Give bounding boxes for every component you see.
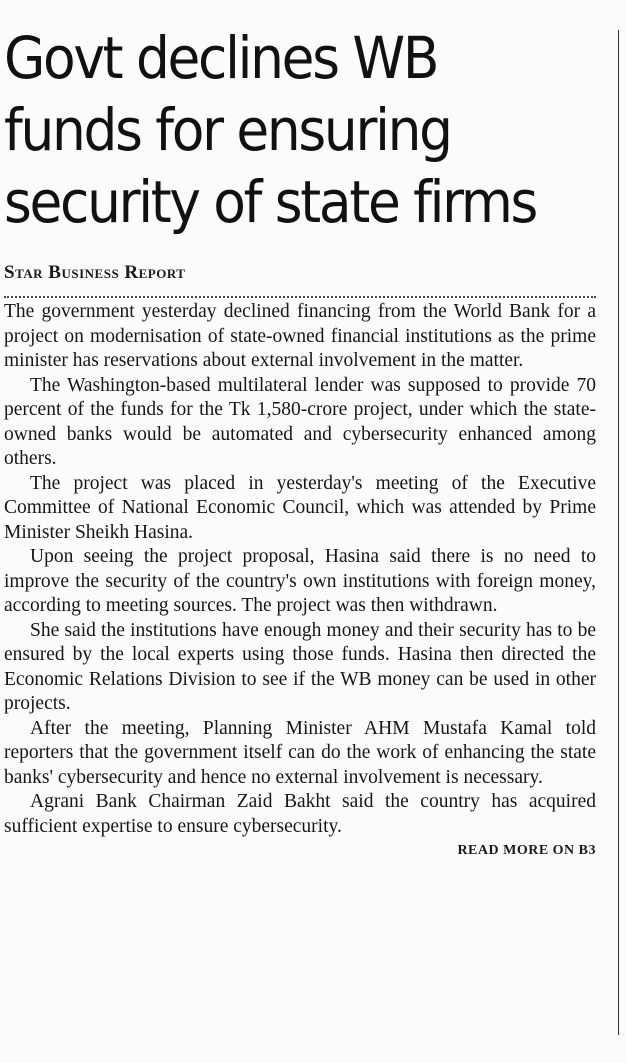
headline	[4, 22, 549, 238]
article-paragraph: Upon seeing the project proposal, Hasina said there is no need to improve the security of the country's own institutions with foreign money, according to meeting sources. The project was then withdrawn.	[4, 546, 596, 616]
article-paragraph: The government yesterday declined financing from the World Bank for a project on modernisation of state-owned financial institutions as the prime minister has reservations about external involvement in the matter.	[4, 301, 596, 371]
read-more-link[interactable]: READ MORE ON B3	[457, 843, 596, 858]
article-paragraph: After the meeting, Planning Minister AHM Mustafa Kamal told reporters that the government itself can do the work of enhancing the state banks' cybersecurity and hence no external involvement is necessary.	[4, 717, 596, 788]
article-body	[4, 300, 596, 839]
dotted-divider	[4, 296, 596, 298]
headline-line: funds for ensuring	[4, 96, 451, 164]
headline-line: Govt declines WB	[4, 24, 438, 92]
column-rule	[618, 30, 620, 1035]
article-paragraph: The project was placed in yesterday's meeting of the Executive Committee of National Economic Council, which was attended by Prime Minister Sheikh Hasina.	[4, 472, 596, 543]
article-paragraph: The Washington-based multilateral lender was supposed to provide 70 percent of the funds for the Tk 1,580-crore project, under which the state-owned banks would be automated and cybersecurity enhanced among others.	[4, 374, 596, 469]
byline: Star Business Report	[4, 262, 186, 283]
article-paragraph: She said the institutions have enough money and their security has to be ensured by the local experts using those funds. Hasina then directed the Economic Relations Division to see if the WB money can be used in other projects.	[4, 619, 596, 714]
headline-line: security of state firms	[4, 168, 537, 236]
article-paragraph: Agrani Bank Chairman Zaid Bakht said the country has acquired sufficient expertise to ensure cybersecurity.	[4, 791, 596, 837]
